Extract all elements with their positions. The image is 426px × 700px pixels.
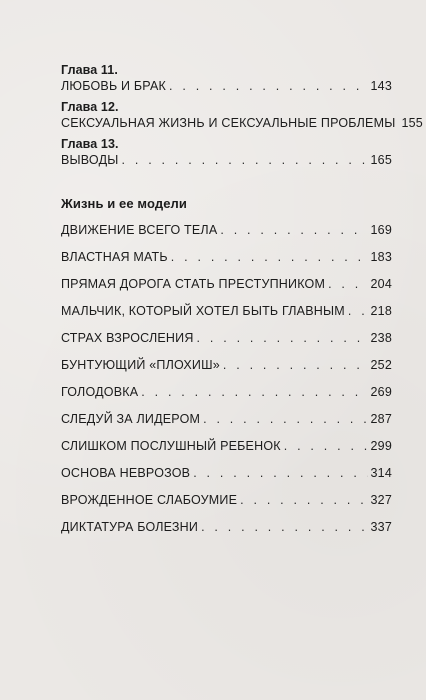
entry-page: 143 xyxy=(370,79,392,93)
entry-page: 155 xyxy=(401,116,423,130)
entry-title: ДВИЖЕНИЕ ВСЕГО ТЕЛА xyxy=(61,223,218,237)
dot-leader xyxy=(201,519,367,535)
dot-leader xyxy=(197,330,368,346)
entry-title: ПРЯМАЯ ДОРОГА СТАТЬ ПРЕСТУПНИКОМ xyxy=(61,277,326,291)
toc-entry xyxy=(61,276,392,292)
entry-page: 314 xyxy=(370,466,392,480)
toc-entry xyxy=(61,78,392,94)
entry-page: 165 xyxy=(370,153,392,167)
toc-chapter xyxy=(61,99,423,131)
entry-title: МАЛЬЧИК, КОТОРЫЙ ХОТЕЛ БЫТЬ ГЛАВНЫМ xyxy=(61,304,345,318)
toc-chapter xyxy=(61,62,392,94)
entry-title: ДИКТАТУРА БОЛЕЗНИ xyxy=(61,520,199,534)
chapter-number: Глава 11. xyxy=(61,63,118,77)
dot-leader xyxy=(328,276,367,292)
entry-page: 327 xyxy=(370,493,392,507)
toc-entry xyxy=(61,303,392,319)
entry-title: СЛИШКОМ ПОСЛУШНЫЙ РЕБЕНОК xyxy=(61,439,281,453)
toc-entry xyxy=(61,152,392,168)
chapter-number: Глава 12. xyxy=(61,100,119,114)
entry-title: СЛЕДУЙ ЗА ЛИДЕРОМ xyxy=(61,412,201,426)
entry-page: 238 xyxy=(370,331,392,345)
entry-page: 183 xyxy=(370,250,392,264)
toc-entry xyxy=(61,492,392,508)
entry-page: 204 xyxy=(370,277,392,291)
dot-leader xyxy=(223,357,368,373)
entry-title: ВЛАСТНАЯ МАТЬ xyxy=(61,250,168,264)
entry-title: СТРАХ ВЗРОСЛЕНИЯ xyxy=(61,331,194,345)
entry-page: 169 xyxy=(370,223,392,237)
entry-page: 252 xyxy=(370,358,392,372)
dot-leader xyxy=(203,411,367,427)
entry-title: ВРОЖДЕННОЕ СЛАБОУМИЕ xyxy=(61,493,238,507)
dot-leader xyxy=(220,222,367,238)
toc-entry xyxy=(61,249,392,265)
entry-page: 287 xyxy=(370,412,392,426)
entry-page: 299 xyxy=(370,439,392,453)
entry-title: ЛЮБОВЬ И БРАК xyxy=(61,79,167,93)
entry-page: 337 xyxy=(370,520,392,534)
toc-entry xyxy=(61,222,392,238)
dot-leader xyxy=(169,78,368,94)
dot-leader xyxy=(122,152,368,168)
toc-entry xyxy=(61,438,392,454)
entry-title: ВЫВОДЫ xyxy=(61,153,119,167)
chapter-number: Глава 13. xyxy=(61,137,119,151)
toc-entry xyxy=(61,411,392,427)
section-heading: Жизнь и ее модели xyxy=(61,196,187,211)
toc-entry xyxy=(61,519,392,535)
dot-leader xyxy=(348,303,368,319)
entry-page: 269 xyxy=(370,385,392,399)
entry-title: ОСНОВА НЕВРОЗОВ xyxy=(61,466,191,480)
dot-leader xyxy=(240,492,367,508)
entry-page: 218 xyxy=(370,304,392,318)
toc-entry xyxy=(61,330,392,346)
toc-entry xyxy=(61,384,392,400)
entry-title: ГОЛОДОВКА xyxy=(61,385,139,399)
toc-entry xyxy=(61,115,423,131)
entry-title: БУНТУЮЩИЙ «ПЛОХИШ» xyxy=(61,358,220,372)
toc-entry xyxy=(61,465,392,481)
dot-leader xyxy=(193,465,367,481)
toc-chapter xyxy=(61,136,392,168)
dot-leader xyxy=(171,249,368,265)
toc-entry xyxy=(61,357,392,373)
entry-title: СЕКСУАЛЬНАЯ ЖИЗНЬ И СЕКСУАЛЬНЫЕ ПРОБЛЕМЫ xyxy=(61,116,396,130)
dot-leader xyxy=(141,384,367,400)
dot-leader xyxy=(284,438,368,454)
